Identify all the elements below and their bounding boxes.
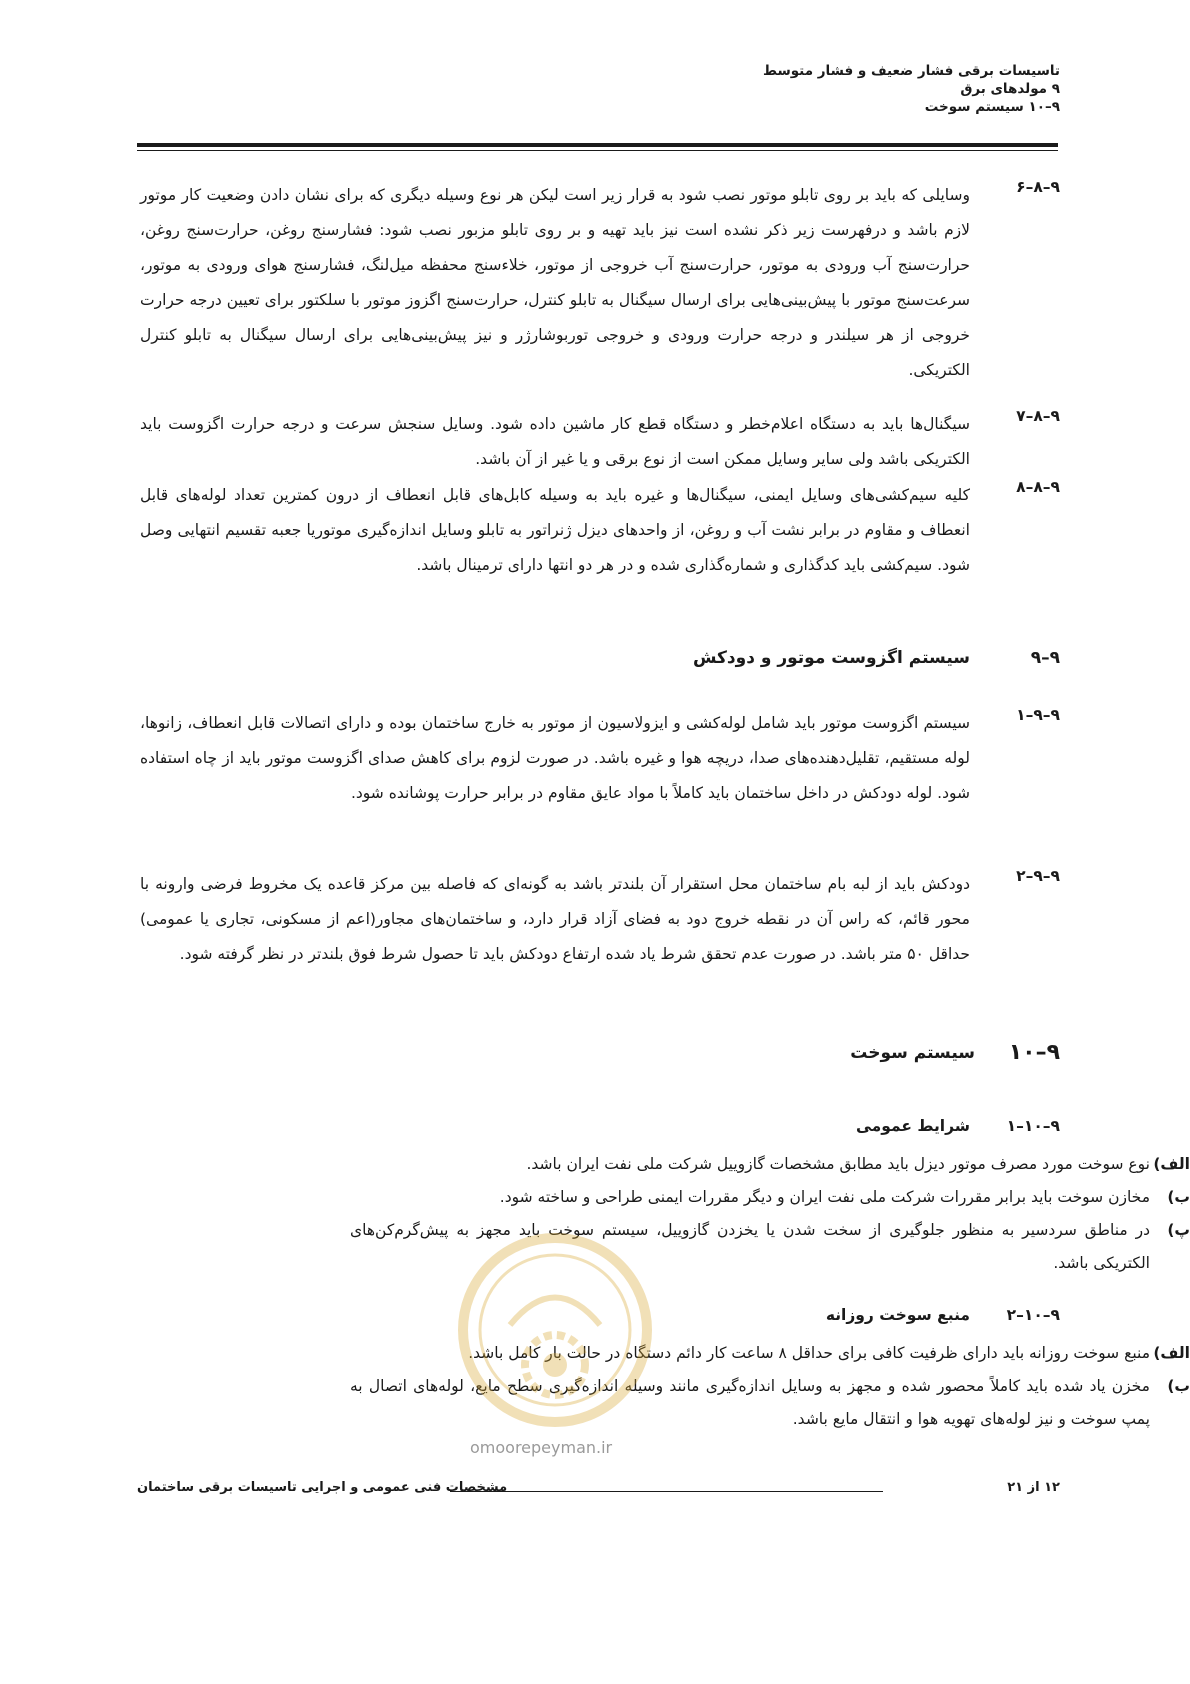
section-number: ۹–۸–۶ <box>1016 178 1060 196</box>
section-number: ۹–۹–۲ <box>1016 867 1060 885</box>
footer-rule <box>450 1491 883 1492</box>
heading-title: سیستم اگزوست موتور و دودکش <box>693 648 970 668</box>
list-item-text: نوع سوخت مورد مصرف موتور دیزل باید مطابق مشخصات گازوییل شرکت ملی نفت ایران باشد. <box>526 1155 1150 1173</box>
section-9-8-6 <box>135 178 1060 388</box>
heading-number: ۹–۹ <box>1030 648 1060 668</box>
header-rule-thick <box>137 143 1058 147</box>
section-text: سیگنال‌ها باید به دستگاه اعلام‌خطر و دستگاه قطع کار ماشین داده شود. وسایل سنجش سرعت و درجه حرارت اگزوست باید الکتریکی باشد ولی سایر وسایل ممکن است از نوع برقی و یا غیر از آن باشد. <box>140 415 970 468</box>
list-item-label: الف) <box>1153 1344 1190 1362</box>
section-9-8-7 <box>135 407 1060 477</box>
list-item <box>265 1148 1190 1181</box>
section-text: دودکش باید از لبه بام ساختمان محل استقرار آن بلندتر باشد به گونه‌ای که فاصله بین مرکز قاعده یک مخروط فرضی وارونه با محور قائم، که راس آن در نقطه خروج دود به فضای آزاد قرار دارد، و ساختمان‌های مجاور(اعم از مسکونی، تجاری یا عمومی) حداقل ۵۰ متر باشد. در صورت عدم تحقق شرط یاد شده ارتفاع دودکش باید تا حصول شرط فوق بلندتر در نظر گرفته شود. <box>140 875 970 963</box>
list-item <box>265 1214 1190 1280</box>
subsection-title: شرایط عمومی <box>856 1117 970 1135</box>
header-line-1: تاسیسات برقی فشار ضعیف و فشار متوسط <box>762 63 1060 79</box>
subsection-9-10-1 <box>135 1117 1060 1145</box>
subsection-number: ۹–۱۰–۱ <box>1006 1117 1060 1135</box>
heading-number: ۹–۱۰ <box>1008 1040 1060 1065</box>
watermark-url: omoorepeyman.ir <box>470 1438 613 1457</box>
section-number: ۹–۹–۱ <box>1016 706 1060 724</box>
header-line-2: ۹ مولدهای برق <box>960 81 1060 97</box>
list-item-label: پ) <box>1167 1221 1190 1239</box>
section-9-9-1 <box>135 706 1060 846</box>
page-number: ۱۲ از ۲۱ <box>1007 1480 1060 1495</box>
subsection-number: ۹–۱۰–۲ <box>1006 1306 1060 1324</box>
section-text: وسایلی که باید بر روی تابلو موتور نصب شود به قرار زیر است لیکن هر نوع وسیله دیگری که برای نشان دادن وضعیت کار موتور لازم باشد و درفهرست زیر ذکر نشده است نیز باید تهیه و بر روی تابلو مزبور نصب شود: فشارسنج روغن، حرارت‌سنج روغن، حرارت‌سنج آب ورودی به موتور، حرارت‌سنج آب خروجی از موتور، خلاء‌سنج محفظه میل‌لنگ، فشارسنج هوای ورودی به موتور، سرعت‌سنج موتور با پیش‌بینی‌هایی برای ارسال سیگنال به تابلو کنترل، حرارت‌سنج اگزوز موتور با سلکتور برای تعیین درجه حرارت خروجی از هر سیلندر و درجه حرارت ورودی و خروجی توربوشارژر و نیز پیش‌بینی‌هایی برای ارسال سیگنال به تابلو کنترل الکتریکی. <box>140 186 970 379</box>
section-9-8-8 <box>135 478 1060 618</box>
list-item-label: الف) <box>1153 1155 1190 1173</box>
section-number: ۹–۸–۷ <box>1016 407 1060 425</box>
watermark-logo <box>455 1230 655 1440</box>
section-text: سیستم اگزوست موتور باید شامل لوله‌کشی و ایزولاسیون از موتور به خارج ساختمان بوده و دارای اتصالات قابل انعطاف، زانوها، لوله مستقیم، تقلیل‌دهنده‌های صدا، دریچه هوا و غیره باشد. در صورت لزوم برای کاهش صدای اگزوست موتور باید از چاه استفاده شود. لوله دودکش در داخل ساختمان باید کاملاً با مواد عایق مقاوم در برابر حرارت پوشانده شود. <box>140 714 970 802</box>
list-item <box>265 1370 1190 1436</box>
heading-title: سیستم سوخت <box>850 1043 975 1063</box>
list-item-label: ب) <box>1167 1188 1190 1206</box>
list-item-text: در مناطق سردسیر به منظور جلوگیری از سخت شدن یا یخزدن گازوییل، سیستم سوخت باید مجهز به پیش‌گرم‌کن‌های الکتریکی باشد. <box>350 1221 1150 1272</box>
heading-9-10 <box>135 1040 1060 1076</box>
list-item-text: مخزن یاد شده باید کاملاً محصور شده و مجهز به وسایل اندازه‌گیری مانند وسیله اندازه‌گیری سطح مایع، لوله‌های اتصال به پمپ سوخت و نیز لوله‌های تهویه هوا و انتقال مایع باشد. <box>350 1377 1150 1428</box>
list-item <box>265 1181 1190 1214</box>
header-rule-thin <box>137 150 1058 151</box>
heading-9-9 <box>135 648 1060 678</box>
list-item <box>265 1337 1190 1370</box>
page-header <box>130 62 1060 116</box>
list-item-text: منبع سوخت روزانه باید دارای ظرفیت کافی برای حداقل ۸ ساعت کار دائم دستگاه در حالت بار کامل باشد. <box>468 1344 1150 1362</box>
footer-title: مشخصات فنی عمومی و اجرایی تاسیسات برقی ساختمان <box>137 1480 508 1495</box>
section-text: کلیه سیم‌کشی‌های وسایل ایمنی، سیگنال‌ها و غیره باید به وسیله کابل‌های قابل انعطاف از درون کمترین تعداد لوله‌های قابل انعطاف و مقاوم در برابر نشت آب و روغن، از واحدهای دیزل ژنراتور به تابلو وسایل اندازه‌گیری موتوریا جعبه تقسیم انتهایی وصل شود. سیم‌کشی باید کدگذاری و شماره‌گذاری شده و در هر دو انتها دارای ترمینال باشد. <box>140 486 970 574</box>
list-item-text: مخازن سوخت باید برابر مقررات شرکت ملی نفت ایران و دیگر مقررات ایمنی طراحی و ساخته شود. <box>499 1188 1150 1206</box>
section-9-9-2 <box>135 867 1060 1007</box>
header-line-3: ۹–۱۰ سیستم سوخت <box>924 99 1060 115</box>
list-item-label: ب) <box>1167 1377 1190 1395</box>
subsection-title: منبع سوخت روزانه <box>825 1306 970 1324</box>
section-number: ۹–۸–۸ <box>1016 478 1060 496</box>
